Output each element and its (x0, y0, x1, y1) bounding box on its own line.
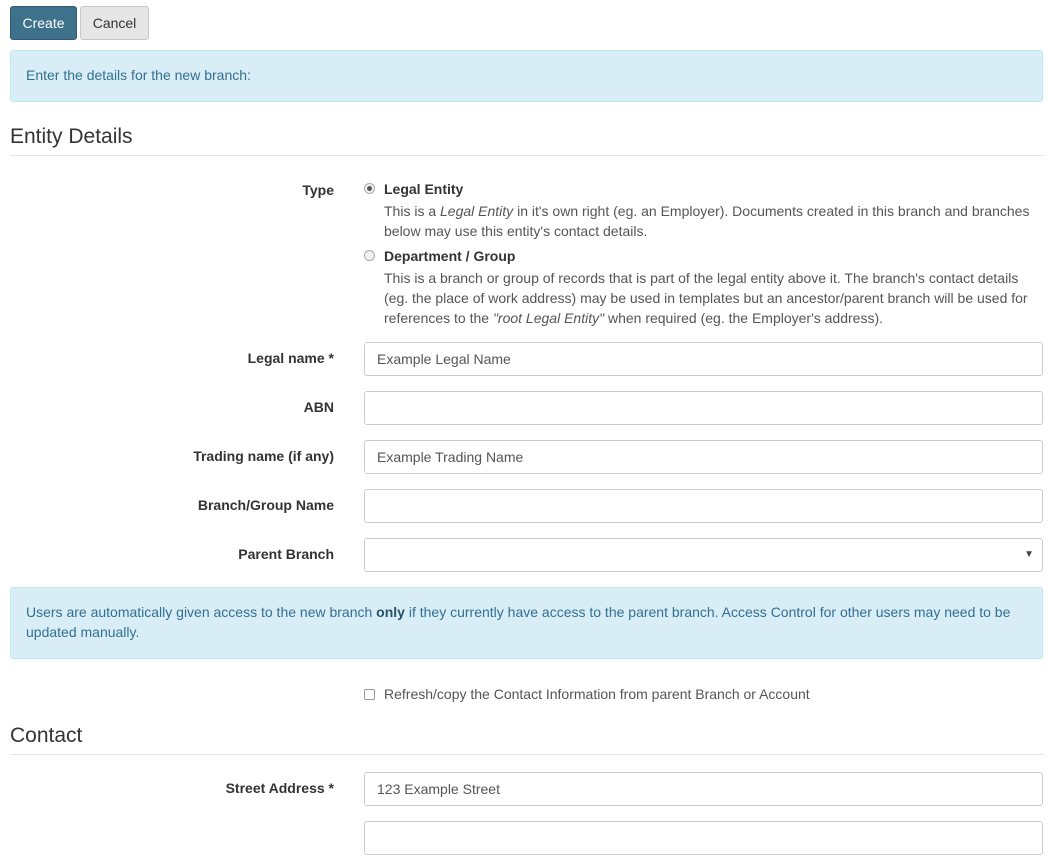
trading-name-input[interactable] (364, 440, 1043, 474)
intro-alert (10, 50, 1043, 102)
department-group-description: This is a branch or group of records that is part of the legal entity above it. The branch's contact details (eg. the place of work address) may be used in templates but an ancestor/parent branch will be used for references to the "root Legal Entity" when required (eg. the Employer's address). (384, 270, 1028, 326)
contact-heading: Contact (10, 724, 1043, 755)
abn-label: ABN (303, 399, 334, 415)
trading-name-placeholder: Example Trading Name (377, 449, 524, 465)
emphasis-only: only (376, 604, 405, 620)
entity-details-heading: Entity Details (10, 125, 1043, 156)
intro-alert-text: Enter the details for the new branch: (26, 67, 251, 83)
cancel-button[interactable]: Cancel (80, 6, 149, 40)
street-address-label: Street Address * (225, 780, 334, 796)
abn-input[interactable] (364, 391, 1043, 425)
legal-name-placeholder: Example Legal Name (377, 351, 511, 367)
street-address-line2-input[interactable] (364, 821, 1043, 855)
branch-group-name-label: Branch/Group Name (197, 497, 334, 513)
parent-branch-label: Parent Branch (238, 546, 334, 562)
legal-entity-title: Legal Entity (384, 181, 464, 197)
street-address-input[interactable] (364, 772, 1043, 806)
refresh-contact-checkbox-label[interactable]: Refresh/copy the Contact Information from parent Branch or Account (384, 686, 810, 702)
branch-group-name-input[interactable] (364, 489, 1043, 523)
legal-name-label: Legal name * (247, 350, 334, 366)
refresh-contact-checkbox[interactable] (364, 689, 375, 700)
trading-name-label: Trading name (if any) (193, 448, 334, 464)
legal-entity-description: This is a Legal Entity in it's own right (eg. an Employer). Documents created in this branch and branches below may use this entity's contact details. (384, 203, 1030, 239)
legal-entity-radio[interactable] (364, 183, 375, 194)
street-address-placeholder: 123 Example Street (377, 781, 500, 797)
type-label: Type (302, 182, 334, 198)
access-control-alert: Users are automatically given access to the new branch only if they currently have access to the parent branch. Access Control for other users may need to be updated manually. (10, 587, 1043, 659)
parent-branch-select[interactable] (364, 538, 1043, 572)
legal-name-input[interactable] (364, 342, 1043, 376)
chevron-down-icon: ▼ (1024, 549, 1034, 560)
create-button[interactable]: Create (10, 6, 77, 40)
department-group-radio[interactable] (364, 250, 375, 261)
form-toolbar (10, 6, 149, 40)
department-group-title: Department / Group (384, 248, 516, 264)
